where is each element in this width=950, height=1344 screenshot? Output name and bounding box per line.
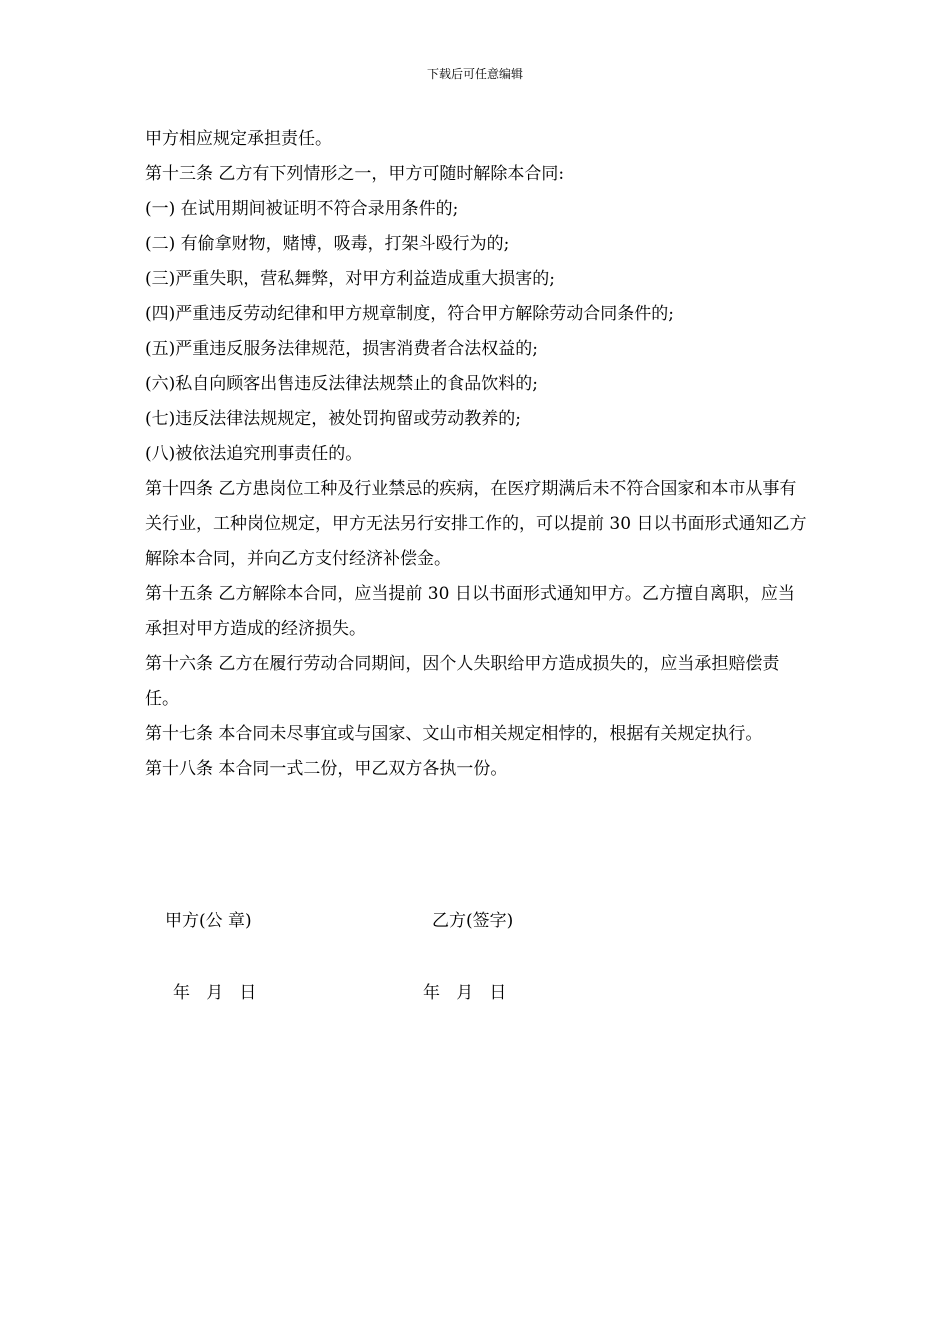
- party-a-seal-label: 甲方(公 章): [165, 911, 252, 931]
- header-note: 下载后可任意编辑: [426, 67, 523, 81]
- clause-item: (五)严重违反服务法律规范，损害消费者合法权益的;: [145, 339, 538, 359]
- article-13: 第十三条 乙方有下列情形之一，甲方可随时解除本合同:: [145, 164, 565, 184]
- paragraph-continuation: 甲方相应规定承担责任。: [145, 129, 332, 149]
- clause-item: (二) 有偷拿财物，赌博，吸毒，打架斗殴行为的;: [145, 234, 510, 254]
- contract-body: [145, 122, 810, 787]
- article-18: 第十八条 本合同一式二份，甲乙双方各执一份。: [145, 759, 508, 779]
- clause-item: (六)私自向顾客出售违反法律法规禁止的食品饮料的;: [145, 374, 538, 394]
- clause-item: (四)严重违反劳动纪律和甲方规章制度，符合甲方解除劳动合同条件的;: [145, 304, 674, 324]
- party-a-date: 年 月 日: [173, 983, 257, 1003]
- article-17: 第十七条 本合同未尽事宜或与国家、文山市相关规定相悖的，根据有关规定执行。: [145, 724, 763, 744]
- article-14: 第十四条 乙方患岗位工种及行业禁忌的疾病，在医疗期满后未不符合国家和本市从事有关行业，工种岗位规定，甲方无法另行安排工作的，可以提前 30 日以书面形式通知乙方解除本合同，并向乙方支付经济补偿金。: [145, 479, 807, 569]
- clause-item: (一) 在试用期间被证明不符合录用条件的;: [145, 199, 459, 219]
- clause-item: (三)严重失职，营私舞弊，对甲方利益造成重大损害的;: [145, 269, 555, 289]
- article-16: 第十六条 乙方在履行劳动合同期间，因个人失职给甲方造成损失的，应当承担赔偿责任。: [145, 654, 780, 709]
- party-b-signature-label: 乙方(签字): [432, 911, 514, 931]
- party-b-date: 年 月 日: [423, 983, 507, 1003]
- article-15: 第十五条 乙方解除本合同，应当提前 30 日以书面形式通知甲方。乙方擅自离职，应当承担对甲方造成的经济损失。: [145, 584, 795, 639]
- clause-item: (七)违反法律法规规定，被处罚拘留或劳动教养的;: [145, 409, 521, 429]
- clause-item: (八)被依法追究刑事责任的。: [145, 444, 363, 464]
